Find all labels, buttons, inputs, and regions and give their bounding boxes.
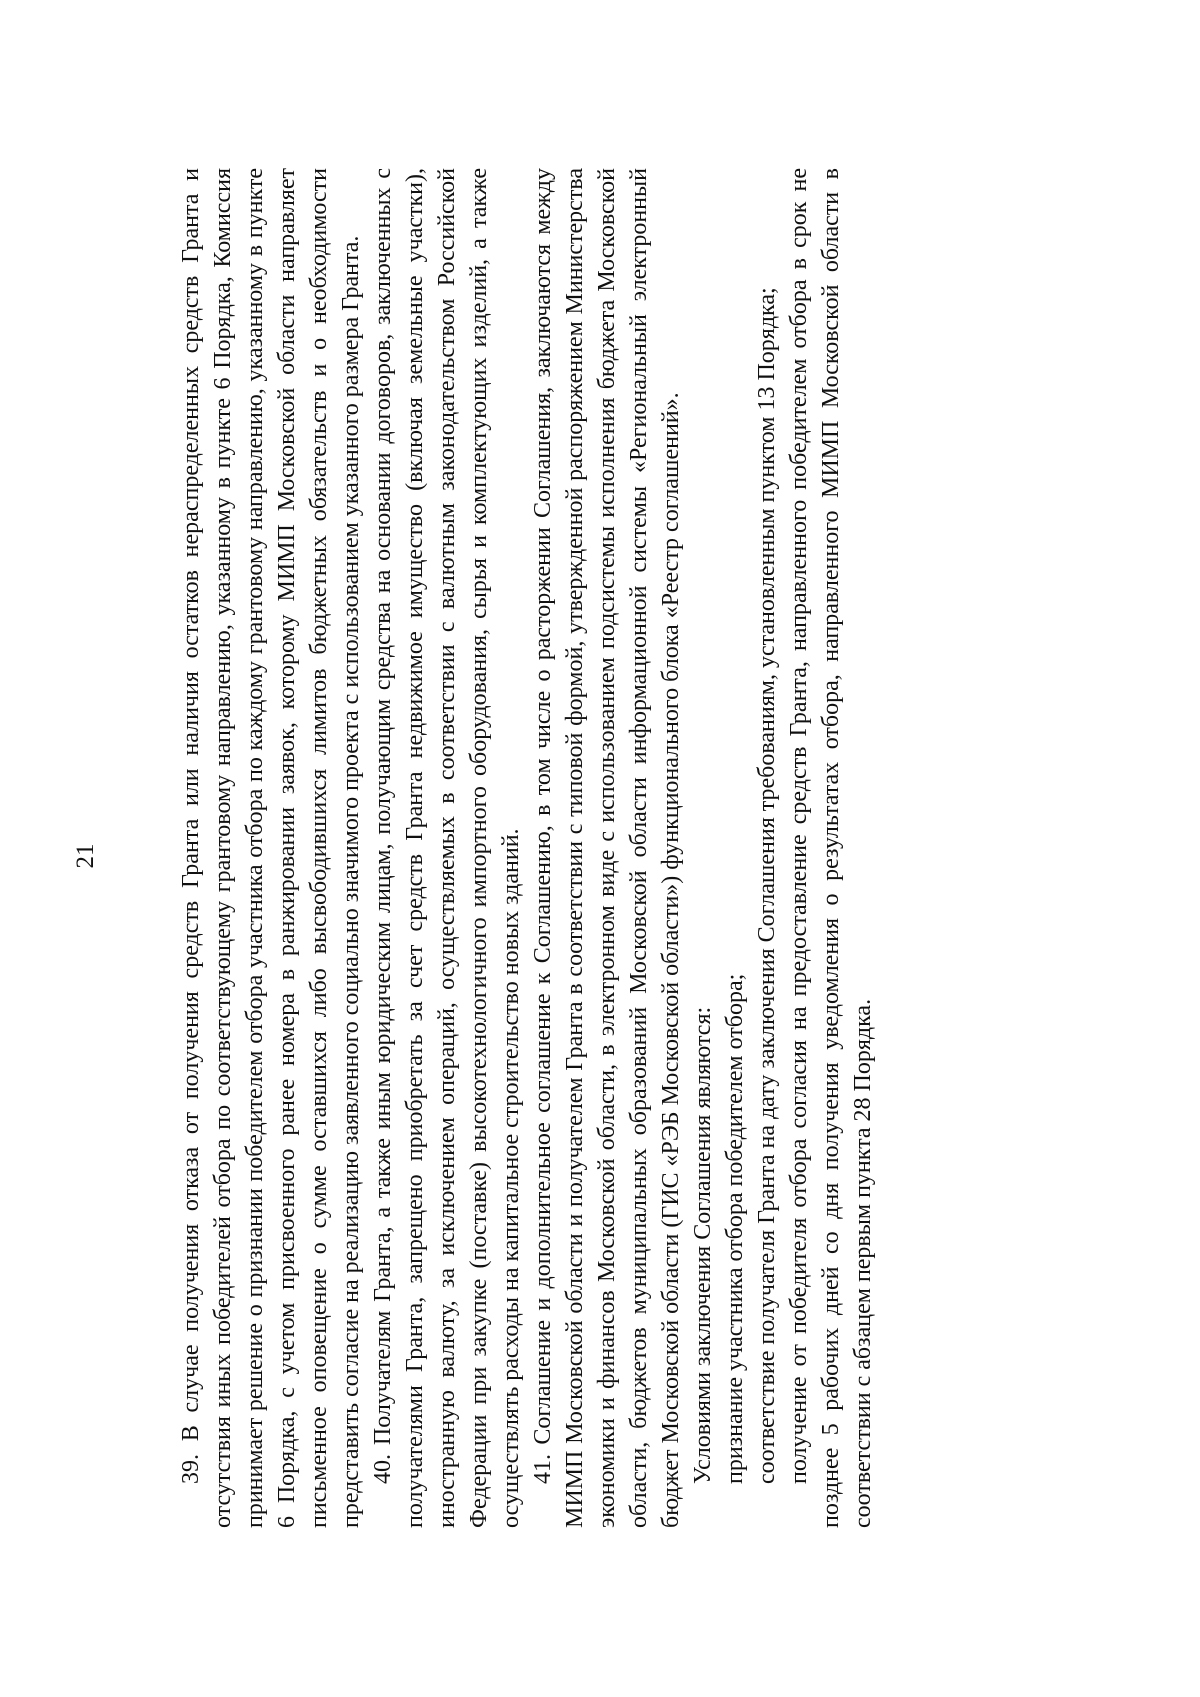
condition-item-3: получение от победителя отбора согласия на предоставление средств Гранта, направленного победителем отбора в срок не позднее 5 рабочих дней со дня получения уведомления о результатах отбора, направленного МИМП Московской области в соответствии с абзацем первым пункта 28 Порядка. xyxy=(786,168,876,1528)
paragraph-41: 41. Соглашение и дополнительное соглашение к Соглашению, в том числе о расторжении Соглашения, заключаются между МИМП Московской области и получателем Гранта в соответствии с типовой формой, утвержденной распоряжением Министерства экономики и финансов Московской области, в электронном виде с использованием подсистемы исполнения бюджета Московской области, бюджетов муниципальных образований Московской области информационной системы «Региональный электронный бюджет Московской области (ГИС «РЭБ Московской области») функционального блока «Реестр соглашений». xyxy=(530,168,684,1528)
conditions-heading: Условиями заключения Соглашения являются: xyxy=(690,1006,716,1484)
page-number: 21 xyxy=(72,843,99,869)
condition-item-1: признание участника отбора победителем отбора; xyxy=(722,973,748,1484)
paragraph-40: 40. Получателям Гранта, а также иным юридическим лицам, получающим средства на основании договоров, заключенных с получателями Гранта, запрещено приобретать за счет средств Гранта недвижимое имущество (включая земельные участки), иностранную валюту, за исключением операций, осуществляемых в соответствии с валютным законодательством Российской Федерации при закупке (поставке) высокотехнологичного импортного оборудования, сырья и комплектующих изделий, а также осуществлять расходы на капитальное строительство новых зданий. xyxy=(370,168,524,1528)
document-body xyxy=(175,168,1105,1528)
condition-item-2: соответствие получателя Гранта на дату заключения Соглашения требованиям, установленным пунктом 13 Порядка; xyxy=(754,287,780,1484)
paragraph-39: 39. В случае получения отказа от получения средств Гранта или наличия остатков нераспределенных средств Гранта и отсутствия иных победителей отбора по соответствующему грантовому направлению, указанному в пункте 6 Порядка, Комиссия принимает решение о признании победителем отбора участника отбора по каждому грантовому направлению, указанному в пункте 6 Порядка, с учетом присвоенного ранее номера в ранжировании заявок, которому МИМП Московской области направляет письменное оповещение о сумме оставшихся либо высвободившихся лимитов бюджетных обязательств и о необходимости представить согласие на реализацию заявленного социально значимого проекта с использованием указанного размера Гранта. xyxy=(178,168,364,1528)
